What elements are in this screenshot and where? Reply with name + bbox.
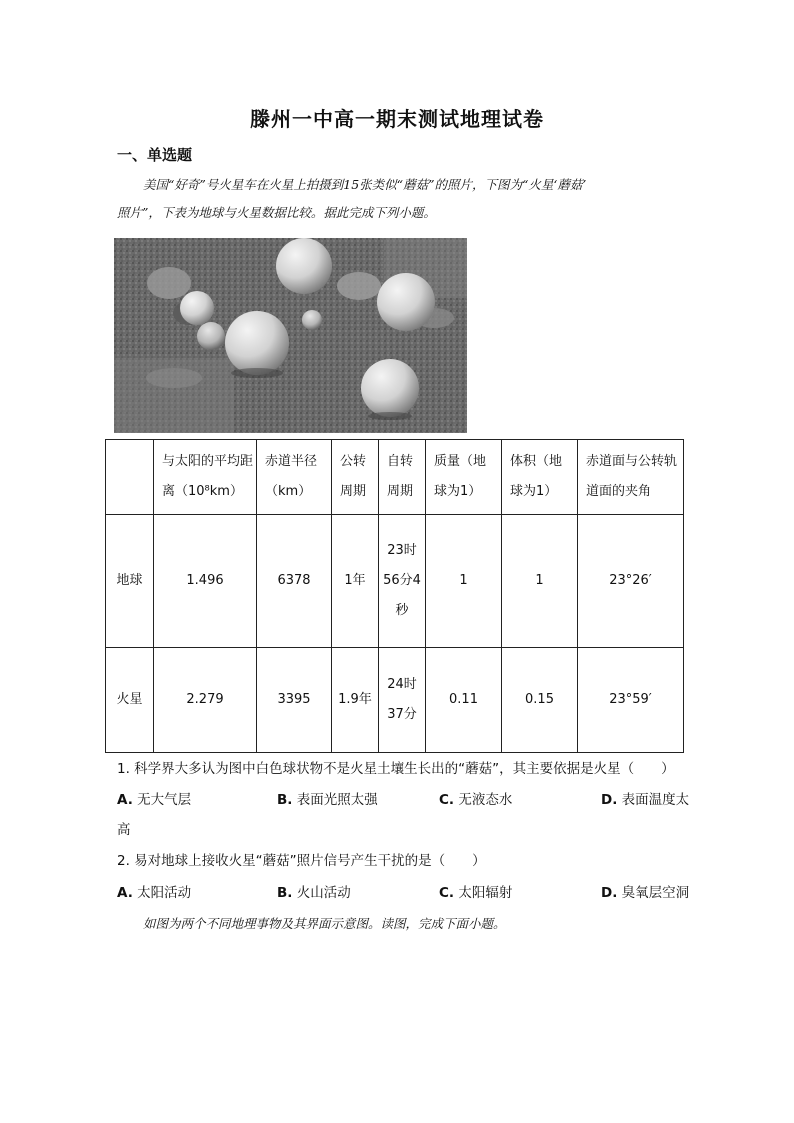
option-key: A. bbox=[117, 792, 133, 808]
mars-mushroom-photo bbox=[114, 238, 467, 433]
table-cell: 23°26′ bbox=[578, 515, 684, 648]
table-cell: 23时56分4秒 bbox=[379, 515, 426, 648]
header-cell: 公转周期 bbox=[332, 440, 379, 515]
table-cell: 6378 bbox=[257, 515, 332, 648]
intro-line-1: 美国“好奇”号火星车在火星上拍摄到15张类似“蘑菇”的照片，下图为“火星‘蘑菇’ bbox=[143, 177, 587, 192]
table-header-row bbox=[106, 440, 684, 515]
option-text: 无大气层 bbox=[137, 792, 192, 808]
intro-paragraph bbox=[117, 171, 697, 227]
table-cell: 2.279 bbox=[154, 648, 257, 753]
table-row bbox=[106, 515, 684, 648]
option-key: D. bbox=[601, 792, 618, 808]
option-c[interactable] bbox=[439, 785, 512, 815]
option-text: 表面温度太 bbox=[621, 792, 690, 808]
table-cell: 1.9年 bbox=[332, 648, 379, 753]
option-text: 表面光照太强 bbox=[296, 792, 378, 808]
option-b[interactable] bbox=[277, 878, 351, 908]
header-cell: 与太阳的平均距离（10⁸km） bbox=[154, 440, 257, 515]
option-d[interactable] bbox=[601, 878, 689, 908]
option-a[interactable] bbox=[117, 785, 191, 815]
option-a[interactable] bbox=[117, 878, 191, 908]
option-key: D. bbox=[601, 885, 618, 901]
option-text: 太阳辐射 bbox=[458, 885, 513, 901]
question-2-options bbox=[117, 878, 697, 908]
header-cell: 体积（地球为1） bbox=[502, 440, 578, 515]
table-cell: 地球 bbox=[106, 515, 154, 648]
option-b[interactable] bbox=[277, 785, 378, 815]
option-text: 臭氧层空洞 bbox=[621, 885, 690, 901]
option-key: C. bbox=[439, 792, 455, 808]
question-1-stem: 1. 科学界大多认为图中白色球状物不是火星土壤生长出的“蘑菇”，其主要依据是火星（ ） bbox=[117, 761, 675, 777]
option-d[interactable] bbox=[601, 785, 689, 815]
intro-line-2: 照片”，下表为地球与火星数据比较。据此完成下列小题。 bbox=[117, 205, 436, 220]
header-cell: 质量（地球为1） bbox=[426, 440, 502, 515]
option-key: B. bbox=[277, 885, 293, 901]
option-key: C. bbox=[439, 885, 455, 901]
page-title: 滕州一中高一期末测试地理试卷 bbox=[250, 107, 544, 131]
question-2-stem: 2. 易对地球上接收火星“蘑菇”照片信号产生干扰的是（ ） bbox=[117, 853, 486, 869]
header-cell: 自转周期 bbox=[379, 440, 426, 515]
table-cell: 24时37分 bbox=[379, 648, 426, 753]
option-text: 火山活动 bbox=[296, 885, 351, 901]
earth-mars-table bbox=[105, 439, 684, 753]
section-heading: 一、单选题 bbox=[117, 146, 193, 164]
option-text: 太阳活动 bbox=[137, 885, 192, 901]
table-cell: 1 bbox=[426, 515, 502, 648]
table-cell: 0.11 bbox=[426, 648, 502, 753]
table-cell: 1.496 bbox=[154, 515, 257, 648]
question-1-option-d-wrap: 高 bbox=[117, 822, 131, 838]
table-cell: 1年 bbox=[332, 515, 379, 648]
header-cell: 赤道面与公转轨道面的夹角 bbox=[578, 440, 684, 515]
table-cell: 0.15 bbox=[502, 648, 578, 753]
header-cell: 赤道半径（km） bbox=[257, 440, 332, 515]
option-key: A. bbox=[117, 885, 133, 901]
option-c[interactable] bbox=[439, 878, 512, 908]
table-cell: 火星 bbox=[106, 648, 154, 753]
table-cell: 23°59′ bbox=[578, 648, 684, 753]
question-1-options bbox=[117, 785, 697, 815]
option-text: 无液态水 bbox=[458, 792, 513, 808]
intro-paragraph-2: 如图为两个不同地理事物及其界面示意图。读图，完成下面小题。 bbox=[143, 916, 506, 931]
table-cell: 3395 bbox=[257, 648, 332, 753]
header-cell bbox=[106, 440, 154, 515]
table-row bbox=[106, 648, 684, 753]
table-cell: 1 bbox=[502, 515, 578, 648]
option-key: B. bbox=[277, 792, 293, 808]
